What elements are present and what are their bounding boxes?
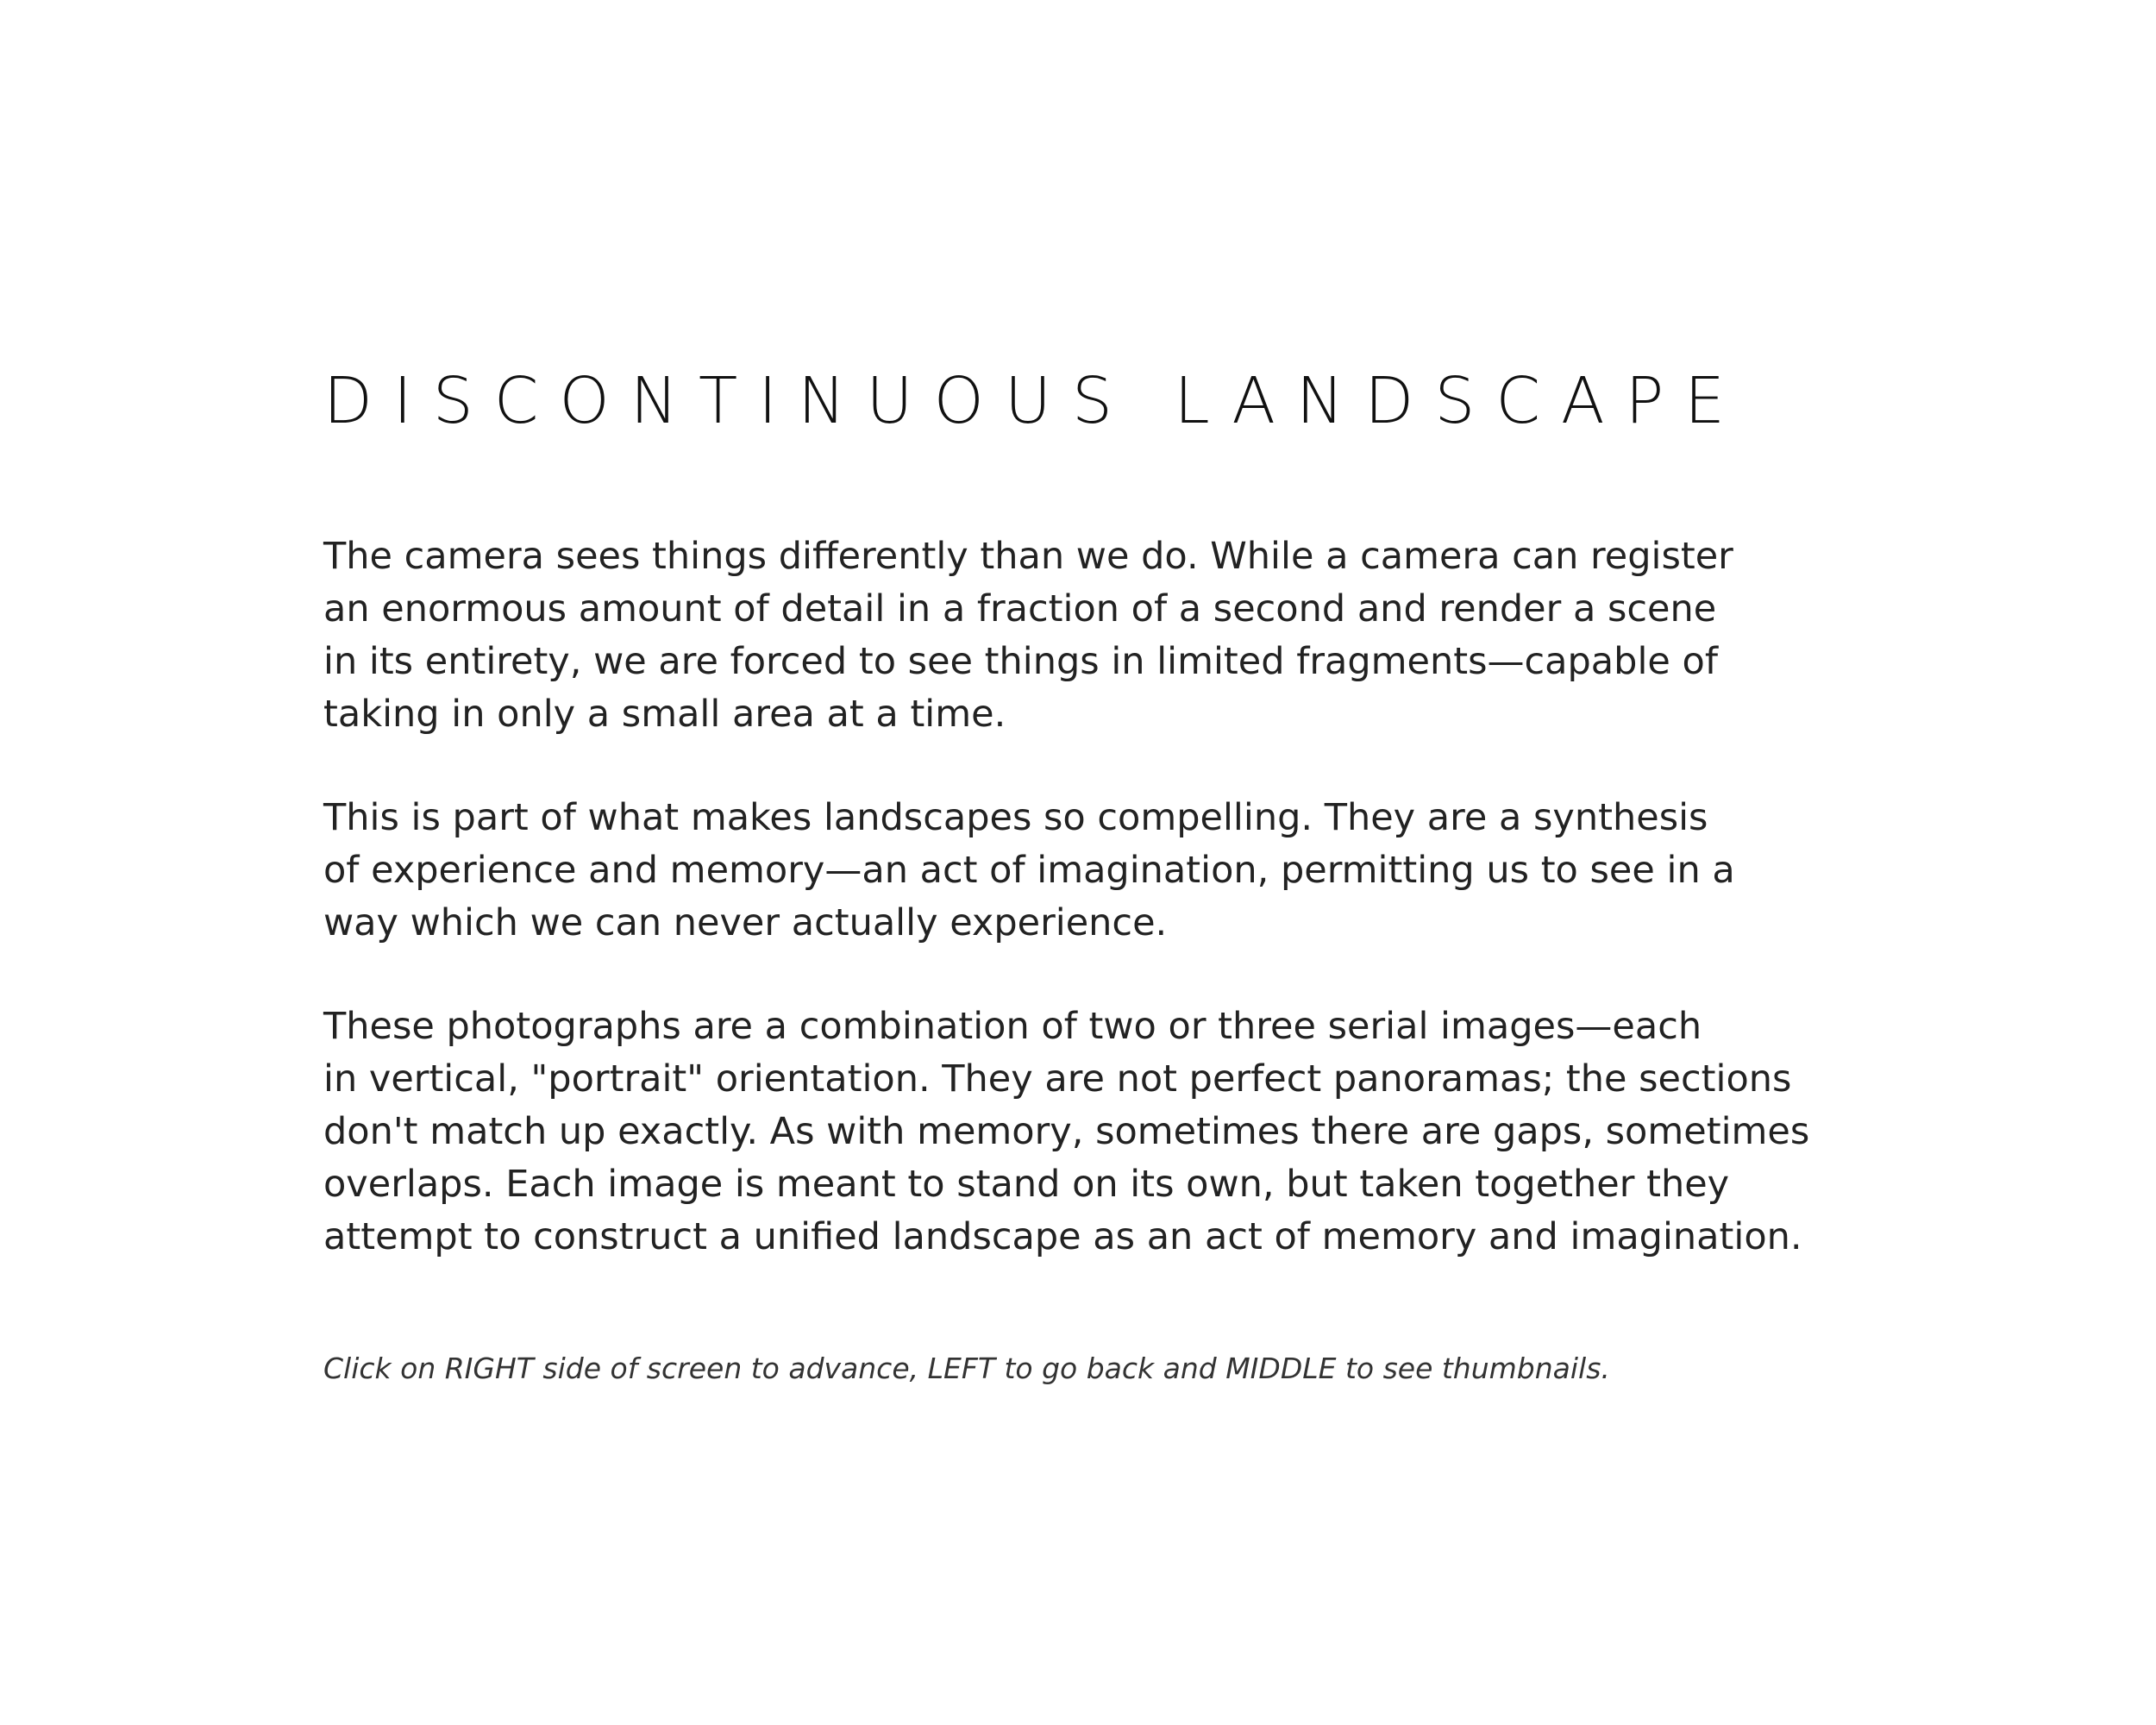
go-back-zone[interactable] <box>0 0 718 1725</box>
paragraph-line: taking in only a small area at a time. <box>323 693 1006 736</box>
paragraph-line: don't match up exactly. As with memory, sometimes there are gaps, sometimes <box>323 1110 1810 1153</box>
page-title: DISCONTINUOUS LANDSCAPE <box>323 364 1746 438</box>
paragraph-line: in vertical, "portrait" orientation. They are not perfect panoramas; the sections <box>323 1057 1792 1101</box>
paragraph-line: an enormous amount of detail in a fraction of a second and render a scene <box>323 587 1717 630</box>
paragraph-line: attempt to construct a unified landscape as an act of memory and imagination. <box>323 1215 1802 1258</box>
paragraph-line: of experience and memory—an act of imagination, permitting us to see in a <box>323 849 1735 892</box>
paragraph-line: This is part of what makes landscapes so compelling. They are a synthesis <box>323 796 1708 839</box>
paragraph-line: in its entirety, we are forced to see things in limited fragments—capable of <box>323 640 1718 683</box>
paragraph-line: The camera sees things differently than we do. While a camera can register <box>323 535 1733 578</box>
paragraph-line: These photographs are a combination of two or three serial images—each <box>323 1005 1702 1048</box>
advance-zone[interactable] <box>1438 0 2156 1725</box>
navigation-instructions: Click on RIGHT side of screen to advance, LEFT to go back and MIDDLE to see thumbnails. <box>323 1352 1610 1385</box>
thumbnails-zone[interactable] <box>718 0 1438 1725</box>
paragraph-line: way which we can never actually experience. <box>323 901 1168 944</box>
paragraph-line: overlaps. Each image is meant to stand on its own, but taken together they <box>323 1163 1730 1206</box>
